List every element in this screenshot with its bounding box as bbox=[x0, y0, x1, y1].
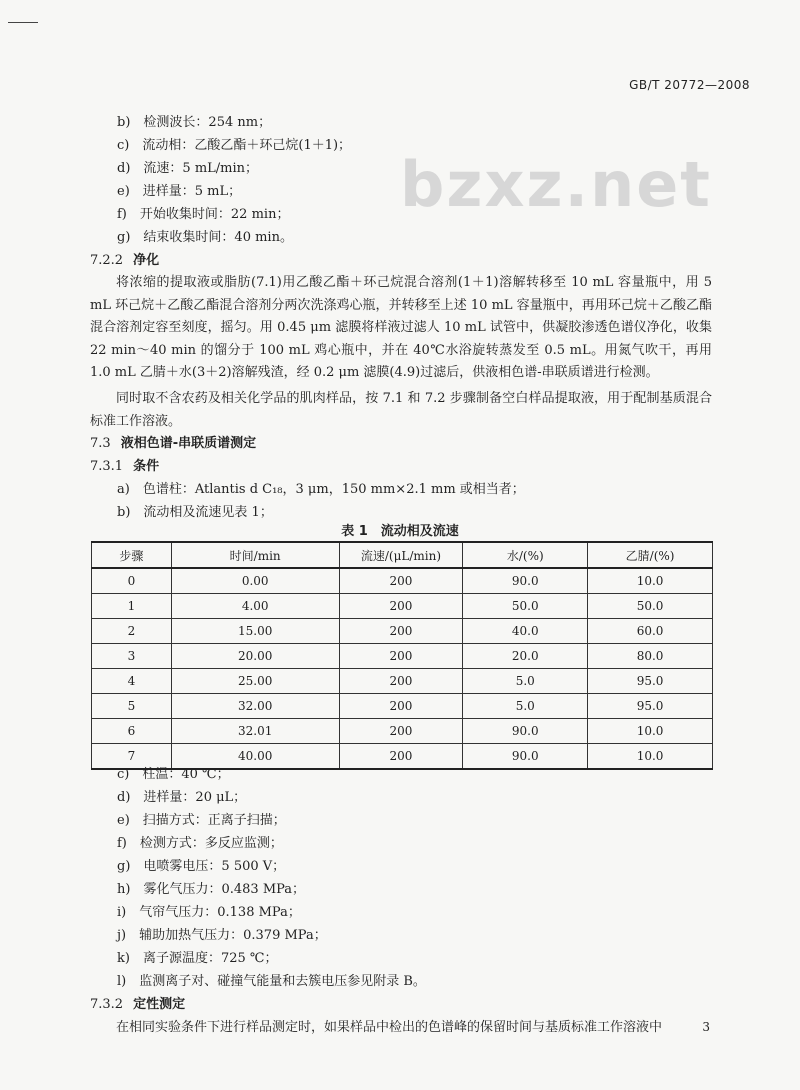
table-cell: 80.0 bbox=[588, 644, 713, 669]
list-item: i) 气帘气压力：0.138 MPa； bbox=[117, 905, 301, 920]
watermark: bzxz.net bbox=[400, 148, 712, 221]
table-cell: 50.0 bbox=[588, 594, 713, 619]
list-item: b) 检测波长：254 nm； bbox=[117, 115, 272, 130]
table-cell: 60.0 bbox=[588, 619, 713, 644]
table-cell: 200 bbox=[339, 619, 463, 644]
list-item: f) 检测方式：多反应监测； bbox=[117, 836, 283, 851]
table-row bbox=[92, 719, 713, 744]
table-cell: 95.0 bbox=[588, 694, 713, 719]
table-cell: 200 bbox=[339, 644, 463, 669]
table-cell: 25.00 bbox=[171, 669, 339, 694]
table-cell: 200 bbox=[339, 568, 463, 594]
flow-table bbox=[91, 541, 713, 770]
list-item: d) 流速：5 mL/min； bbox=[117, 161, 259, 176]
table-cell: 40.0 bbox=[463, 619, 588, 644]
table-cell: 2 bbox=[92, 619, 172, 644]
page-number: 3 bbox=[702, 1020, 710, 1034]
table-row bbox=[92, 594, 713, 619]
table-cell: 10.0 bbox=[588, 744, 713, 770]
list-item: f) 开始收集时间：22 min； bbox=[117, 207, 290, 222]
table-cell: 10.0 bbox=[588, 719, 713, 744]
paragraph-cleanup: 将浓缩的提取液或脂肪(7.1)用乙酸乙酯＋环己烷混合溶剂(1＋1)溶解转移至 10 mL 容量瓶中，用 5 mL 环己烷＋乙酸乙酯混合溶剂分两次洗涤鸡心瓶，并转移至上述 10 mL 容量瓶中，再用环己烷＋乙酸乙酯混合溶剂定容至刻度，摇匀。用 0.45 μm 滤膜将样液过滤人 10 mL 试管中，供凝胶渗透色谱仪净化，收集 22 min～40 min 的馏分于 100 mL 鸡心瓶中，并在 40℃水浴旋转蒸发至 0.5 mL。用氮气吹干，再用 1.0 mL 乙腈＋水(3＋2)溶解残渣，经 0.2 μm 滤膜(4.9)过滤后，供液相色谱-串联质谱进行检测。 bbox=[90, 275, 712, 380]
column-header: 水/(%) bbox=[463, 542, 588, 568]
table-cell: 200 bbox=[339, 744, 463, 770]
table-cell: 90.0 bbox=[463, 719, 588, 744]
table-title: 表 1 流动相及流速 bbox=[341, 524, 459, 539]
table-row bbox=[92, 644, 713, 669]
list-item: g) 结束收集时间：40 min。 bbox=[117, 230, 293, 245]
table-cell: 90.0 bbox=[463, 568, 588, 594]
section-heading-7-3-1: 7.3.1 条件 bbox=[90, 459, 160, 474]
table-cell: 0.00 bbox=[171, 568, 339, 594]
table-cell: 4 bbox=[92, 669, 172, 694]
table-cell: 7 bbox=[92, 744, 172, 770]
table-header-row bbox=[92, 542, 713, 568]
list-item: k) 离子源温度：725 ℃； bbox=[117, 951, 278, 966]
table-cell: 90.0 bbox=[463, 744, 588, 770]
paragraph-qualitative: 在相同实验条件下进行样品测定时，如果样品中检出的色谱峰的保留时间与基质标准工作溶液中 bbox=[116, 1020, 663, 1035]
table-cell: 0 bbox=[92, 568, 172, 594]
list-item: d) 进样量：20 μL； bbox=[117, 790, 247, 805]
column-header: 时间/min bbox=[171, 542, 339, 568]
list-item: e) 进样量：5 mL； bbox=[117, 184, 242, 199]
table-cell: 200 bbox=[339, 669, 463, 694]
table-cell: 5 bbox=[92, 694, 172, 719]
table-cell: 3 bbox=[92, 644, 172, 669]
list-item: b) 流动相及流速见表 1； bbox=[117, 505, 273, 520]
column-header: 乙腈/(%) bbox=[588, 542, 713, 568]
list-item: j) 辅助加热气压力：0.379 MPa； bbox=[117, 928, 327, 943]
table-cell: 10.0 bbox=[588, 568, 713, 594]
table-cell: 4.00 bbox=[171, 594, 339, 619]
table-cell: 32.01 bbox=[171, 719, 339, 744]
section-heading-7-3-2: 7.3.2 定性测定 bbox=[90, 997, 186, 1012]
section-heading-7-3: 7.3 液相色谱-串联质谱测定 bbox=[90, 436, 257, 451]
table-cell: 200 bbox=[339, 719, 463, 744]
table-cell: 15.00 bbox=[171, 619, 339, 644]
table-cell: 5.0 bbox=[463, 669, 588, 694]
table-cell: 20.00 bbox=[171, 644, 339, 669]
list-item: a) 色谱柱：Atlantis d C₁₈，3 μm，150 mm×2.1 mm 或相当者； bbox=[117, 482, 525, 497]
list-item: l) 监测离子对、碰撞气能量和去簇电压参见附录 B。 bbox=[117, 974, 426, 989]
table-cell: 50.0 bbox=[463, 594, 588, 619]
paragraph-blank-sample: 同时取不含农药及相关化学品的肌肉样品，按 7.1 和 7.2 步骤制备空白样品提取液，用于配制基质混合标准工作溶液。 bbox=[90, 391, 712, 429]
table-cell: 20.0 bbox=[463, 644, 588, 669]
table-cell: 200 bbox=[339, 594, 463, 619]
list-item: h) 雾化气压力：0.483 MPa； bbox=[117, 882, 306, 897]
section-heading-7-2-2: 7.2.2 净化 bbox=[90, 253, 160, 268]
column-header: 流速/(μL/min) bbox=[339, 542, 463, 568]
column-header: 步骤 bbox=[92, 542, 172, 568]
standard-code: GB/T 20772—2008 bbox=[629, 78, 750, 92]
table-row bbox=[92, 568, 713, 594]
table-cell: 1 bbox=[92, 594, 172, 619]
list-item: c) 流动相：乙酸乙酯＋环己烷(1＋1)； bbox=[117, 138, 352, 153]
table-row bbox=[92, 669, 713, 694]
corner-rule bbox=[8, 22, 38, 23]
list-item: c) 柱温：40 ℃； bbox=[117, 767, 230, 782]
table-row bbox=[92, 619, 713, 644]
table-cell: 40.00 bbox=[171, 744, 339, 770]
table-cell: 5.0 bbox=[463, 694, 588, 719]
table-cell: 95.0 bbox=[588, 669, 713, 694]
list-item: e) 扫描方式：正离子扫描； bbox=[117, 813, 286, 828]
table-cell: 6 bbox=[92, 719, 172, 744]
table-row bbox=[92, 694, 713, 719]
table-cell: 32.00 bbox=[171, 694, 339, 719]
table-cell: 200 bbox=[339, 694, 463, 719]
list-item: g) 电喷雾电压：5 500 V； bbox=[117, 859, 286, 874]
